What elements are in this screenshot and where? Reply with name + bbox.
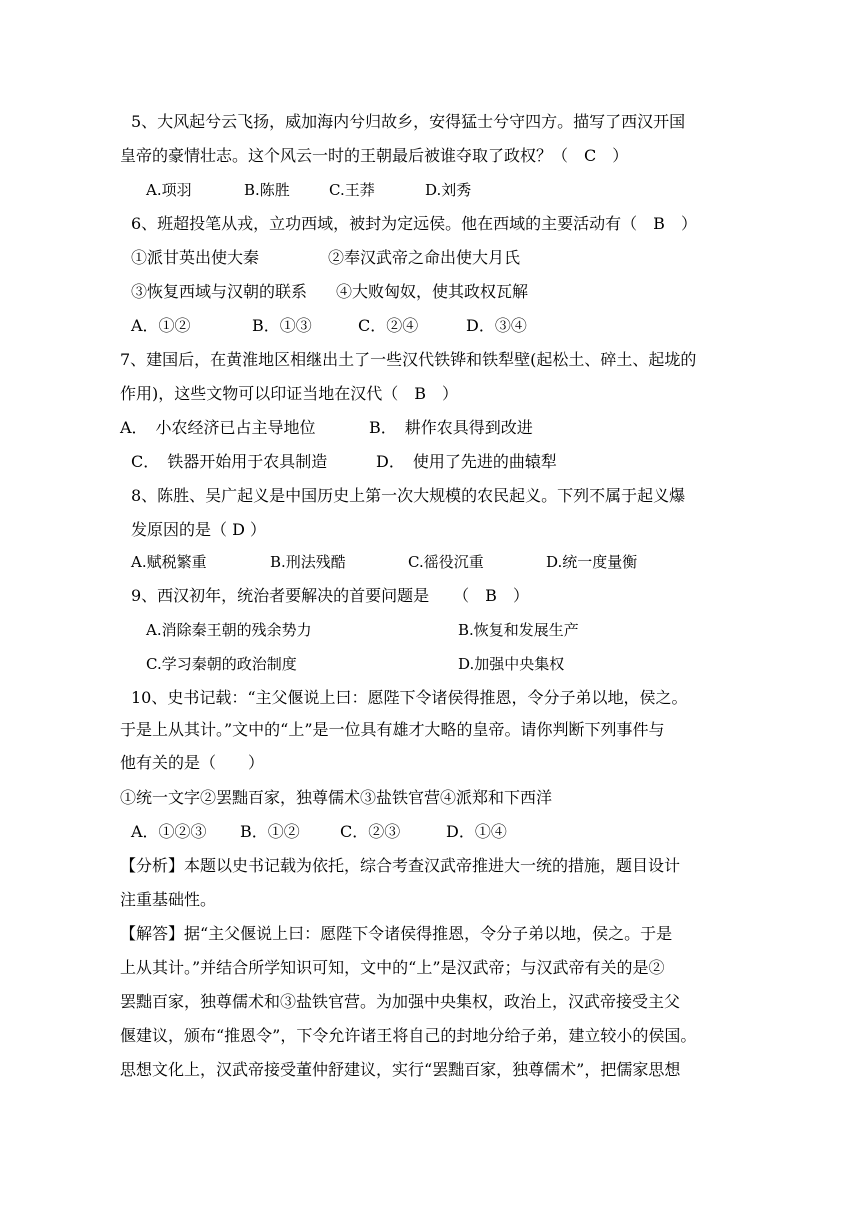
answer-line1: 【解答】据“主父偃说上曰：愿陛下令诸侯得推恩，令分子弟以地，侯之。于是 [120, 924, 673, 943]
answer-line4: 偃建议，颁布“推恩令”，下令允许诸王将自己的封地分给子弟，建立较小的侯国。 [120, 1026, 697, 1045]
q8-stem-line2: 发原因的是（ D ） [131, 520, 267, 539]
q5-stem-line1: 5、大风起兮云飞扬，威加海内兮归故乡，安得猛士兮守四方。描写了西汉开国 [131, 112, 686, 131]
q7-stem-line1: 7、建国后，在黄淮地区相继出土了一些汉代铁铧和铁犁壁(起松土、碎土、起垅的 [120, 350, 697, 369]
q10-stem-line2: 于是上从其计。”文中的“上”是一位具有雄才大略的皇帝。请你判断下列事件与 [120, 720, 665, 739]
answer-line2: 上从其计。”并结合所学知识可知，文中的“上”是汉武帝；与汉武帝有关的是② [120, 958, 665, 977]
q6-option-d: D．③④ [466, 316, 527, 335]
q10-option-c: C．②③ [340, 822, 401, 841]
q9-stem: 9、西汉初年，统治者要解决的首要问题是 （ B ） [131, 586, 529, 605]
q5-option-c: C.王莽 [329, 181, 375, 199]
q5-stem-line2: 皇帝的豪情壮志。这个风云一时的王朝最后被谁夺取了政权？（ C ） [120, 146, 629, 165]
q6-option-c: C．②④ [358, 316, 419, 335]
q6-item-2: ②奉汉武帝之命出使大月氏 [328, 248, 521, 267]
q10-option-b: B．①② [240, 822, 300, 841]
answer-line5: 思想文化上，汉武帝接受董仲舒建议，实行“罢黜百家，独尊儒术”，把儒家思想 [120, 1060, 681, 1079]
q6-option-b: B．①③ [252, 316, 312, 335]
q7-option-b: B． 耕作农具得到改进 [369, 418, 533, 437]
q7-stem-line2: 作用)，这些文物可以印证当地在汉代（ B ） [120, 384, 459, 403]
q6-item-1: ①派甘英出使大秦 [131, 248, 260, 267]
q8-option-b: B.刑法残酷 [270, 553, 346, 571]
q5-option-b: B.陈胜 [244, 181, 290, 199]
q10-option-a: A．①②③ [131, 822, 207, 841]
answer-line3: 罢黜百家，独尊儒术和③盐铁官营。为加强中央集权，政治上，汉武帝接受主父 [120, 992, 681, 1011]
q10-stem-line3: 他有关的是（ ） [120, 753, 265, 772]
q5-option-d: D.刘秀 [425, 181, 472, 199]
analysis-line1: 【分析】本题以史书记载为依托，综合考查汉武帝推进大一统的措施，题目设计 [120, 856, 681, 875]
q8-stem-line1: 8、陈胜、吴广起义是中国历史上第一次大规模的农民起义。下列不属于起义爆 [131, 486, 686, 505]
q7-option-c: C． 铁器开始用于农具制造 [131, 452, 328, 471]
q6-item-4: ④大败匈奴，使其政权瓦解 [336, 282, 529, 301]
q9-option-c: C.学习秦朝的政治制度 [146, 655, 297, 673]
analysis-line2: 注重基础性。 [120, 890, 217, 909]
q6-stem: 6、班超投笔从戎，立功西域，被封为定远侯。他在西域的主要活动有（ B ） [131, 214, 697, 233]
q8-option-c: C.徭役沉重 [408, 553, 484, 571]
q10-option-d: D．①④ [446, 822, 507, 841]
q8-option-d: D.统一度量衡 [546, 553, 638, 571]
q9-option-b: B.恢复和发展生产 [458, 621, 579, 639]
q6-option-a: A．①② [131, 316, 191, 335]
q8-option-a: A.赋税繁重 [131, 553, 207, 571]
q7-option-a: A． 小农经济已占主导地位 [120, 418, 316, 437]
q10-items: ①统一文字②罢黜百家，独尊儒术③盐铁官营④派郑和下西洋 [120, 788, 553, 807]
q7-option-d: D． 使用了先进的曲辕犁 [376, 452, 557, 471]
q10-stem-line1: 10、史书记载：“主父偃说上曰：愿陛下令诸侯得推恩，令分子弟以地，侯之。 [131, 688, 688, 707]
q6-item-3: ③恢复西域与汉朝的联系 [131, 282, 308, 301]
q9-option-d: D.加强中央集权 [458, 655, 565, 673]
q5-option-a: A.项羽 [146, 181, 192, 199]
q9-option-a: A.消除秦王朝的残余势力 [146, 621, 312, 639]
